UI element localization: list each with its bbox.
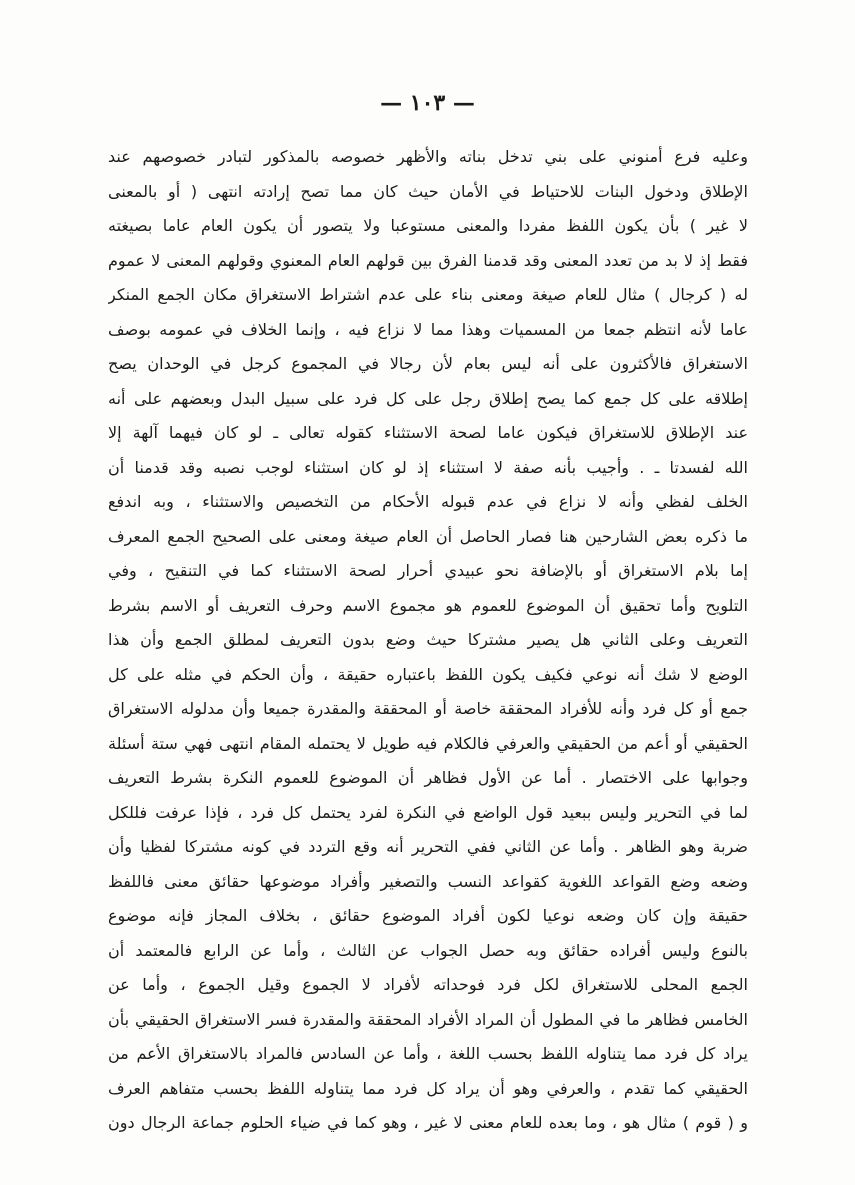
- text-line: الخامس فظاهر ما في المطول أن المراد الأفراد المحققة والمقدرة فسر الاستغراق الحقيقي بأن: [108, 1009, 748, 1029]
- text-line: فقط إذ لا بد من تعدد المعنى وقد قدمنا الفرق بين قولهم العام المعنوي وقولهم المعنى لا عموم: [108, 250, 748, 270]
- text-line: إما بلام الاستغراق أو بالإضافة نحو عبيدي أحرار لصحة الاستثناء كما في التنقيح ، وفي: [108, 561, 748, 580]
- text-line: و ( قوم ) مثال هو ، وما بعده للعام معنى لا غير ، وهو كما في ضياء الحلوم جماعة الرجال دون: [108, 1113, 748, 1132]
- body-text: [108, 140, 748, 1141]
- text-line: عاما لأنه انتظم جمعا من المسميات وهذا مما لا نزاع فيه ، وإنما الخلاف في عمومه بوصف: [108, 319, 748, 339]
- text-line: بالنوع وليس أفراده حقائق وبه حصل الجواب عن الثالث ، وأما عن الرابع فالمعتمد أن: [108, 940, 748, 960]
- text-line: ما ذكره بعض الشارحين هنا فصار الحاصل أن العام صيغة ومعنى على الصحيح الجمع المعرف: [108, 526, 748, 546]
- text-line: الإطلاق ودخول البنات للاحتياط في الأمان حيث كان مما تصح إرادته انتهى ( أو بالمعنى: [108, 181, 748, 201]
- text-line: يراد كل فرد مما يتناوله اللفظ بحسب اللغة ، وأما عن السادس فالمراد بالاستغراق الأعم من: [108, 1044, 748, 1063]
- text-line: الوضع لا شك أنه نوعي فكيف يكون اللفظ باعتباره حقيقة ، وأن الحكم في مثله على كل: [108, 664, 748, 684]
- text-line: لما في التحرير وليس ببعيد قول الواضع في النكرة لفرد يحتمل كل فرد ، فإذا عرفت فللكل: [108, 802, 748, 822]
- text-line: الحقيقي أو أعم من الحقيقي والعرفي فالكلام فيه طويل لا يحتمله المقام انتهى فهي ستة أسئلة: [108, 733, 748, 753]
- text-line: الخلف لفظي وأنه لا نزاع في عدم قبوله الأحكام من التخصيص والاستثناء ، وبه اندفع: [108, 492, 748, 511]
- text-line: الجمع المحلى للاستغراق لكل فرد فوحداته لأفراد لا الجموع وقيل الجموع ، وأما عن: [108, 975, 748, 994]
- text-line: الله لفسدتا ـ . وأجيب بأنه صفة لا استثناء إذ لو كان استثناء لوجب نصبه وقد قدمنا أن: [108, 457, 748, 477]
- text-line: له ( كرجال ) مثال للعام صيغة ومعنى بناء على عدم اشتراط الاستغراق مكان الجمع المنكر: [108, 285, 748, 304]
- text-line: ضربة وهو الظاهر . وأما عن الثاني ففي التحرير أنه وقع التردد في كونه مشتركا لفظيا وأن: [108, 837, 748, 856]
- text-line: وضعه وضع القواعد اللغوية كقواعد النسب والتصغير وأفراد موضوعها حقائق معنى فاللفظ: [108, 871, 748, 891]
- text-line: وجوابها على الاختصار . أما عن الأول فظاهر أن الموضوع للعموم النكرة بشرط التعريف: [108, 768, 748, 787]
- text-line: التعريف وعلى الثاني هل يصير مشتركا حيث وضع بدون التعريف لمطلق الجمع وأن هذا: [108, 630, 748, 649]
- text-line: لا غير ) بأن يكون اللفظ مفردا والمعنى مستوعبا ولا يتصور أن يكون العام عاما بصيغته: [108, 216, 748, 235]
- text-line: حقيقة وإن كان وضعه نوعيا لكون أفراد الموضوع حقائق ، بخلاف المجاز فإنه موضوع: [108, 906, 748, 925]
- text-line: التلويح وأما تحقيق أن الموضوع للعموم هو مجموع الاسم وحرف التعريف أو الاسم بشرط: [108, 595, 748, 615]
- text-line: عند الإطلاق للاستغراق فيكون عاما لصحة الاستثناء كقوله تعالى ـ لو كان فيهما آلهة إلا: [108, 423, 748, 442]
- text-line: إطلاقه على كل جمع كما يصح إطلاق رجل على كل فرد على سبيل البدل وبعضهم على أنه: [108, 388, 748, 408]
- text-line: وعليه فرع أمنوني على بني تدخل بناته والأظهر خصوصه بالمذكور لتبادر خصوصهم عند: [108, 147, 748, 166]
- text-line: الاستغراق فالأكثرون على أنه ليس بعام لأن رجالا في المجموع كرجل في الوحدان يصح: [108, 354, 748, 373]
- text-line: جمع أو كل فرد وأنه للأفراد المحققة خاصة أو المحققة والمقدرة جميعا وأن مدلوله الاستغراق: [108, 699, 748, 718]
- text-line: الحقيقي كما تقدم ، والعرفي وهو أن يراد كل فرد مما يتناوله اللفظ بحسب متفاهم العرف: [108, 1078, 748, 1098]
- page-number: — ١٠٣ —: [380, 90, 475, 116]
